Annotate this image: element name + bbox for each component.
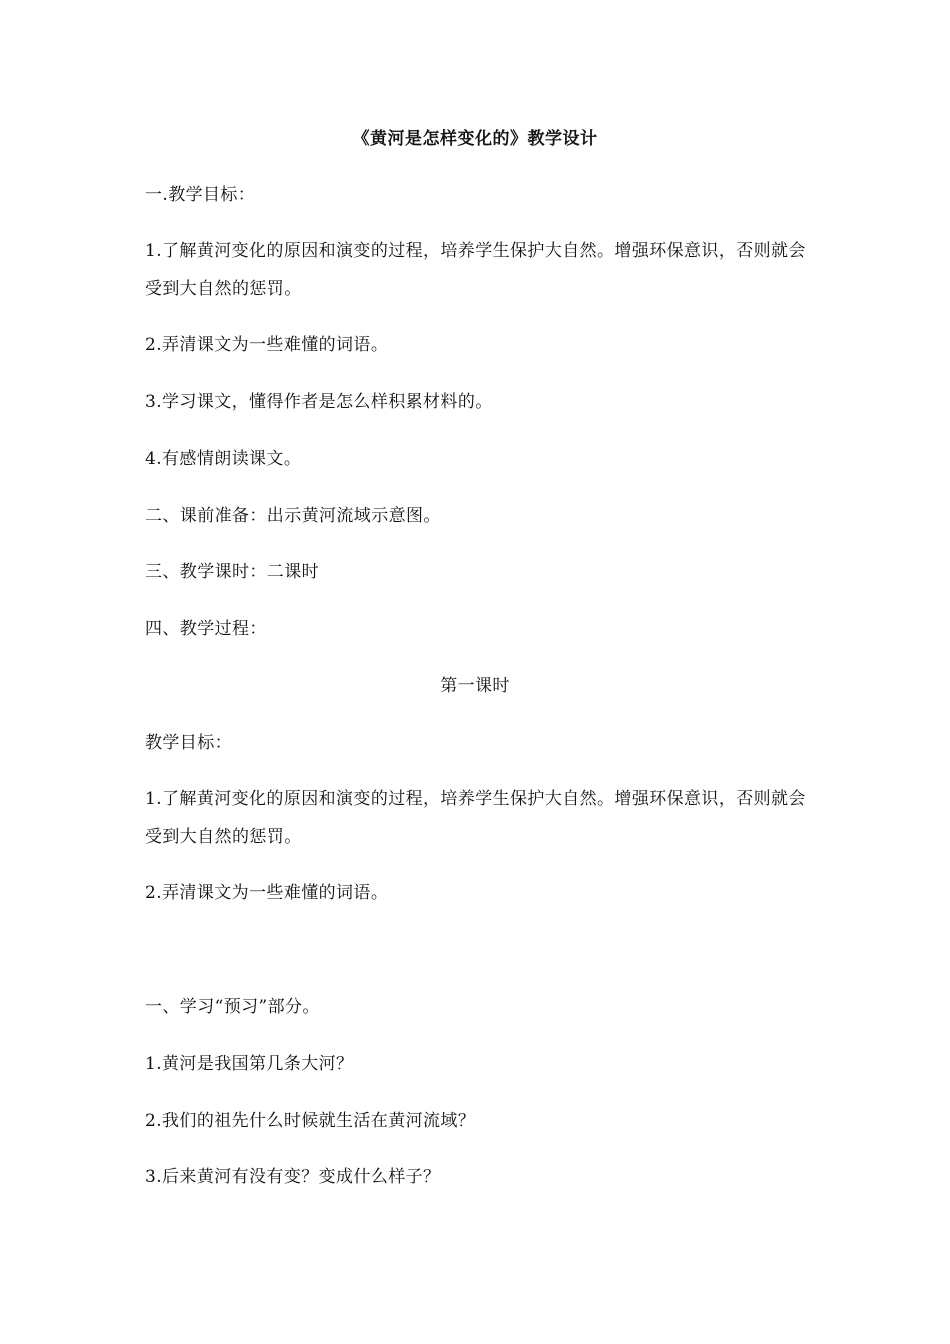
lesson-goal-item-2: 2.弄清课文为一些难懂的词语。: [145, 883, 389, 903]
goal-item-2: 2.弄清课文为一些难懂的词语。: [145, 335, 389, 355]
step-heading-preview: 一、学习“预习”部分。: [145, 997, 320, 1017]
lesson-heading: 第一课时: [440, 676, 510, 696]
goal-item-1: 1.了解黄河变化的原因和演变的过程，培养学生保护大自然。增强环保意识，否则就会受到大自然的惩罚。: [145, 241, 806, 299]
goal-item-3: 3.学习课文，懂得作者是怎么样积累材料的。: [145, 392, 493, 412]
document-title: 《黄河是怎样变化的》教学设计: [352, 129, 598, 149]
question-item-3: 3.后来黄河有没有变？变成什么样子？: [145, 1167, 441, 1187]
section-heading-preparation: 二、课前准备：出示黄河流域示意图。: [145, 506, 441, 526]
question-item-2: 2.我们的祖先什么时候就生活在黄河流域？: [145, 1111, 476, 1131]
goal-item-4: 4.有感情朗读课文。: [145, 449, 302, 469]
lesson-goal-item-1: 1.了解黄河变化的原因和演变的过程，培养学生保护大自然。增强环保意识，否则就会受到大自然的惩罚。: [145, 789, 806, 847]
lesson-goals-heading: 教学目标：: [145, 733, 232, 753]
section-heading-hours: 三、教学课时：二课时: [145, 562, 319, 582]
section-heading-process: 四、教学过程：: [145, 619, 267, 639]
question-item-1: 1.黄河是我国第几条大河？: [145, 1054, 354, 1074]
section-heading-goals: 一.教学目标：: [145, 185, 256, 205]
